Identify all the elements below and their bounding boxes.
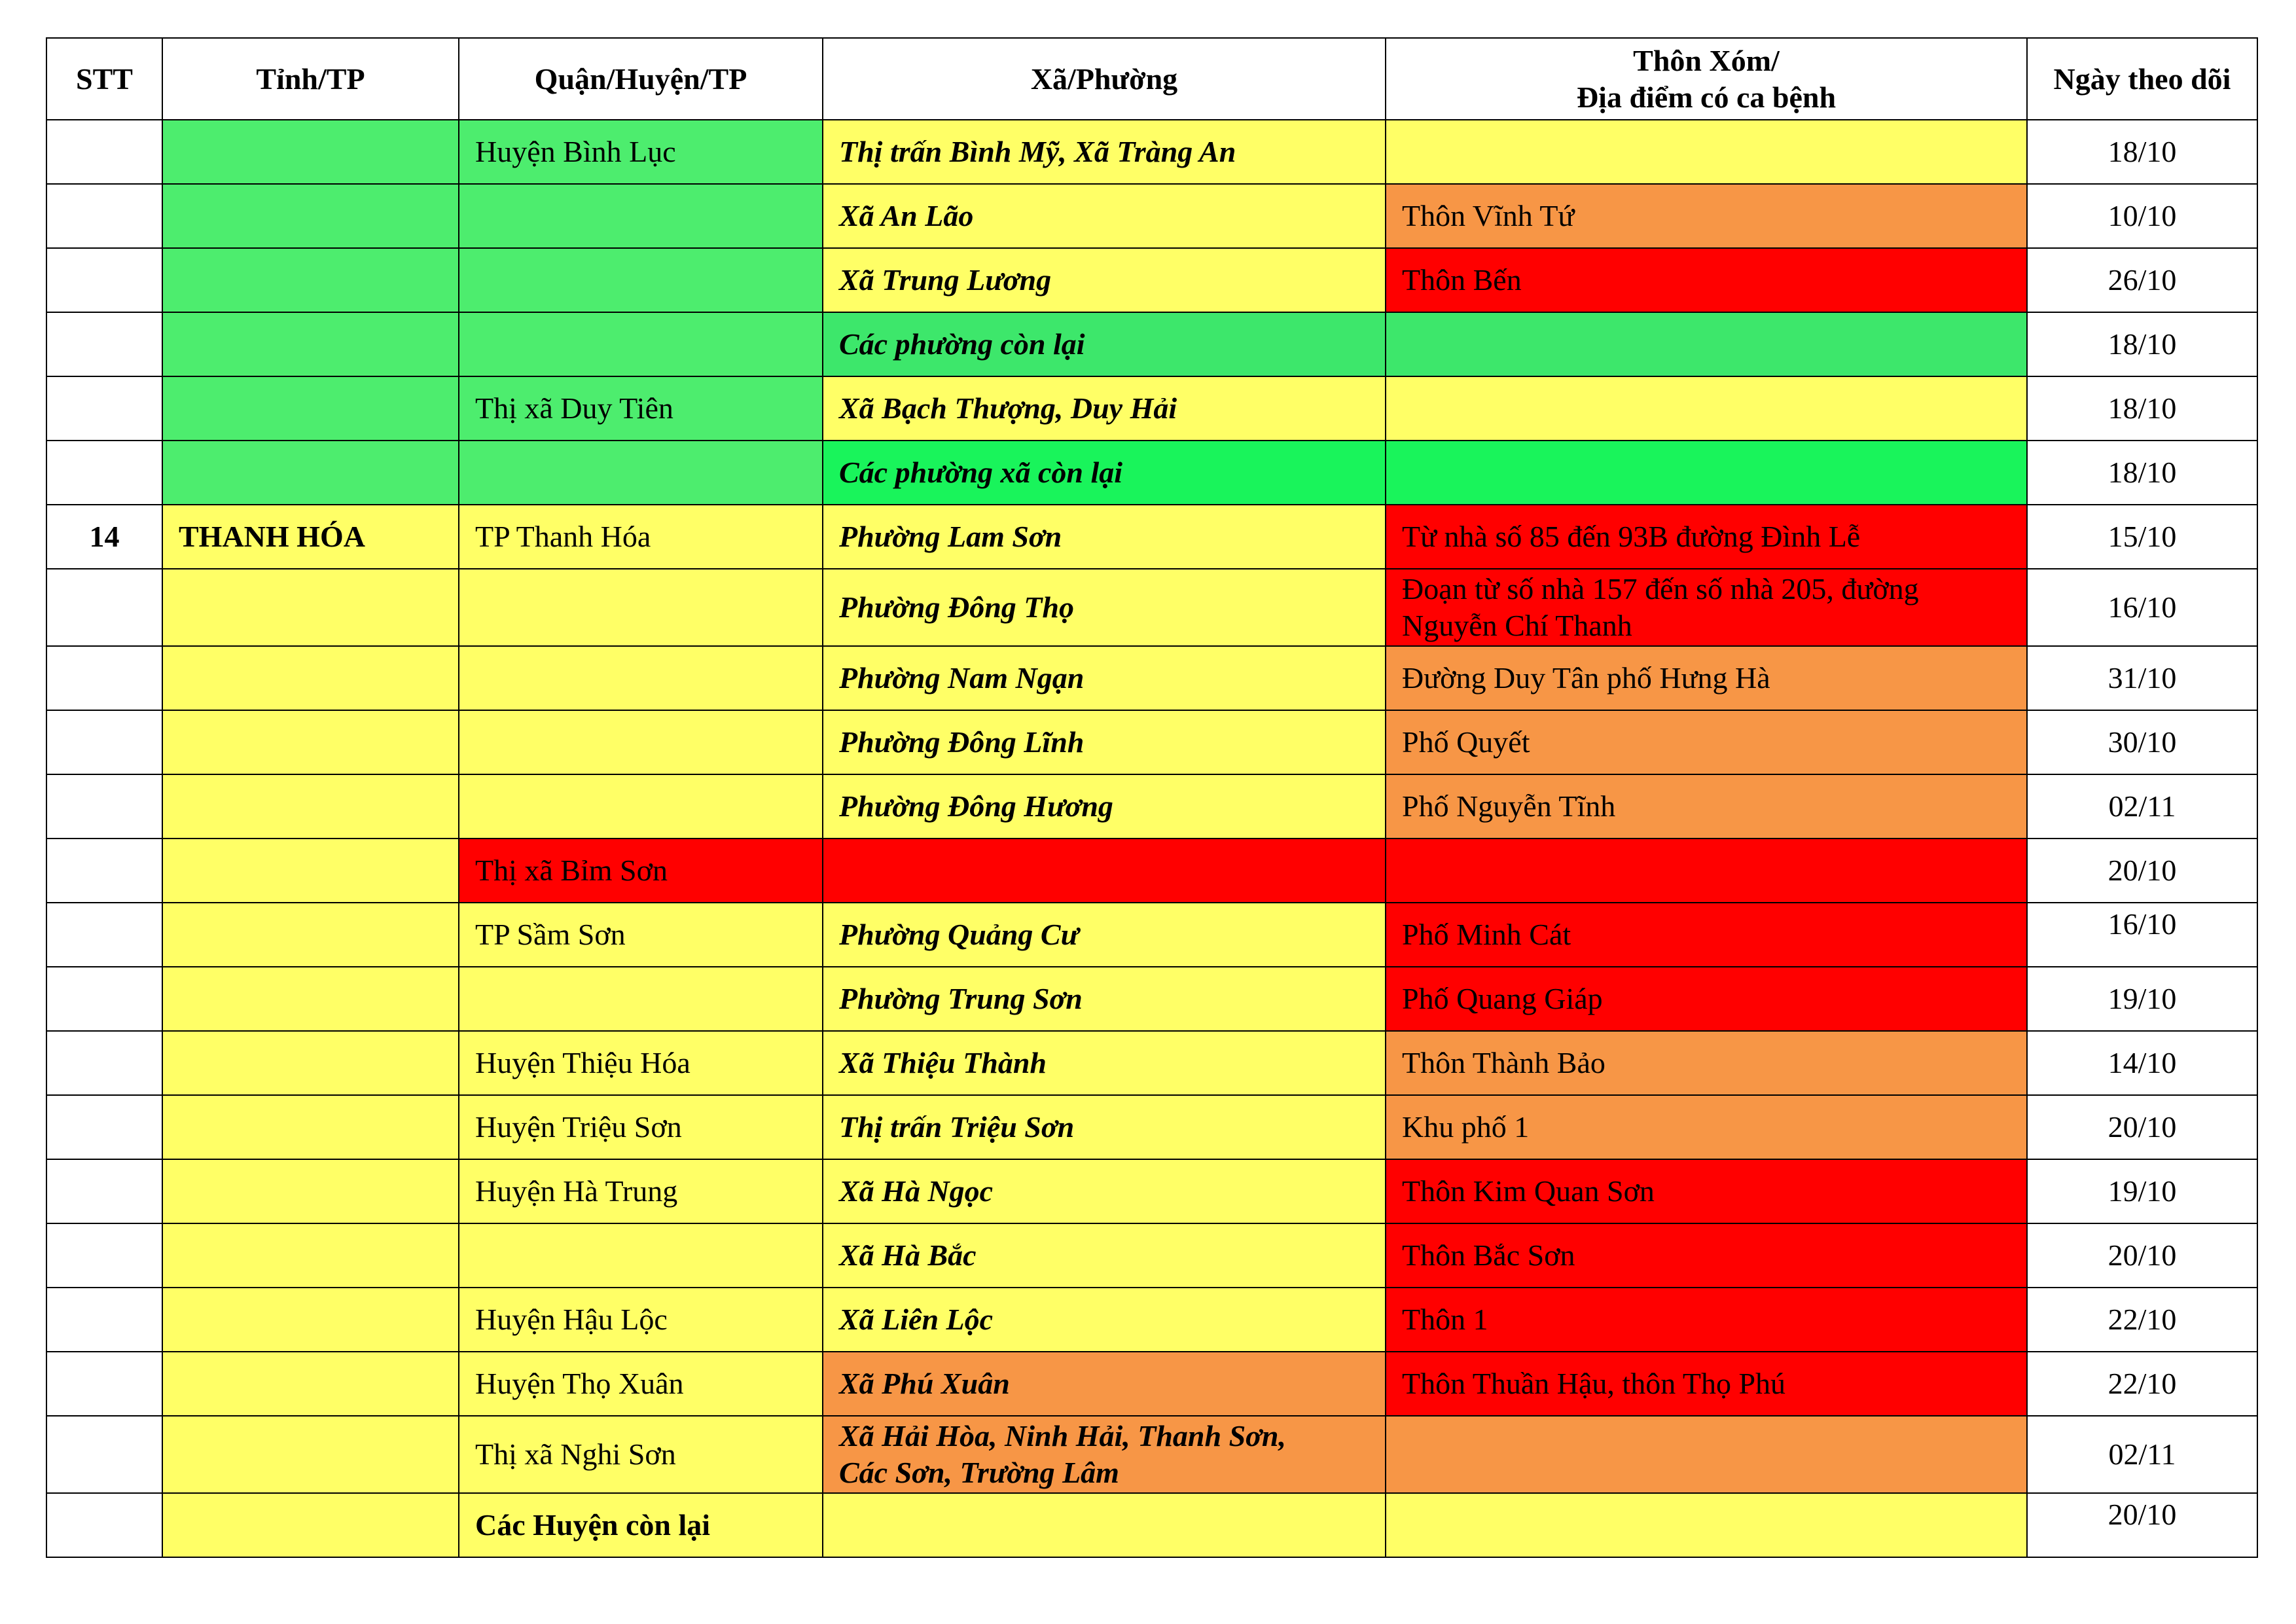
cell-province <box>162 646 459 710</box>
cell-stt <box>46 1095 162 1159</box>
header-row <box>46 38 2257 120</box>
table-row <box>46 646 2257 710</box>
cell-district <box>459 248 823 312</box>
table-row <box>46 1352 2257 1416</box>
cell-date: 20/10 <box>2027 839 2257 903</box>
cell-stt <box>46 1159 162 1223</box>
cell-village <box>1386 1416 2027 1493</box>
cell-province <box>162 839 459 903</box>
cell-ward: Các phường còn lại <box>823 312 1386 376</box>
table-row <box>46 1416 2257 1493</box>
table-row <box>46 248 2257 312</box>
cell-province <box>162 312 459 376</box>
cell-district <box>459 1223 823 1288</box>
table-row <box>46 903 2257 967</box>
table-row <box>46 967 2257 1031</box>
cell-stt <box>46 1493 162 1557</box>
cell-district: Thị xã Nghi Sơn <box>459 1416 823 1493</box>
cell-district: Thị xã Bỉm Sơn <box>459 839 823 903</box>
cell-ward <box>823 1416 1386 1493</box>
table-row <box>46 1031 2257 1095</box>
table-row <box>46 710 2257 774</box>
cell-village: Thôn Bến <box>1386 248 2027 312</box>
cell-province <box>162 1288 459 1352</box>
cell-province <box>162 967 459 1031</box>
cell-district: Thị xã Duy Tiên <box>459 376 823 441</box>
header-date: Ngày theo dõi <box>2027 38 2257 120</box>
header-village-line2: Địa điểm có ca bệnh <box>1576 80 1837 114</box>
cell-stt <box>46 441 162 505</box>
table-row <box>46 1223 2257 1288</box>
cell-date: 26/10 <box>2027 248 2257 312</box>
table-row <box>46 441 2257 505</box>
cell-village-line1: Đoạn từ số nhà 157 đến số nhà 205, đường <box>1402 572 1919 605</box>
header-province: Tỉnh/TP <box>162 38 459 120</box>
cell-village: Phố Minh Cát <box>1386 903 2027 967</box>
cell-village: Thôn 1 <box>1386 1288 2027 1352</box>
cell-stt <box>46 646 162 710</box>
cell-stt <box>46 120 162 184</box>
cell-ward-line1: Xã Hải Hòa, Ninh Hải, Thanh Sơn, <box>839 1419 1286 1453</box>
cell-ward: Xã Phú Xuân <box>823 1352 1386 1416</box>
cell-village <box>1386 1493 2027 1557</box>
cell-village: Thôn Thành Bảo <box>1386 1031 2027 1095</box>
cell-village <box>1386 839 2027 903</box>
cell-date: 19/10 <box>2027 967 2257 1031</box>
header-village <box>1386 38 2027 120</box>
cell-village <box>1386 312 2027 376</box>
cell-ward: Thị trấn Triệu Sơn <box>823 1095 1386 1159</box>
cell-date: 02/11 <box>2027 1416 2257 1493</box>
cell-province: THANH HÓA <box>162 505 459 569</box>
cell-date: 18/10 <box>2027 312 2257 376</box>
cell-district: TP Sầm Sơn <box>459 903 823 967</box>
cell-date: 18/10 <box>2027 376 2257 441</box>
cell-stt <box>46 903 162 967</box>
cell-date: 31/10 <box>2027 646 2257 710</box>
cell-ward: Phường Lam Sơn <box>823 505 1386 569</box>
cell-stt <box>46 710 162 774</box>
cell-stt: 14 <box>46 505 162 569</box>
cell-province <box>162 1352 459 1416</box>
table-row <box>46 505 2257 569</box>
cell-province <box>162 1095 459 1159</box>
cell-district <box>459 710 823 774</box>
cell-date: 20/10 <box>2027 1493 2257 1557</box>
cell-province <box>162 1223 459 1288</box>
cell-ward: Phường Đông Hương <box>823 774 1386 839</box>
cell-date: 19/10 <box>2027 1159 2257 1223</box>
cell-district <box>459 312 823 376</box>
cell-ward-line2: Các Sơn, Trường Lâm <box>839 1456 1119 1489</box>
header-village-line1: Thôn Xóm/ <box>1633 43 1780 77</box>
cell-date: 16/10 <box>2027 903 2257 967</box>
cell-village: Thôn Bắc Sơn <box>1386 1223 2027 1288</box>
cell-stt <box>46 1352 162 1416</box>
cell-district <box>459 967 823 1031</box>
cell-date: 14/10 <box>2027 1031 2257 1095</box>
cell-village <box>1386 120 2027 184</box>
cell-stt <box>46 312 162 376</box>
cell-date: 02/11 <box>2027 774 2257 839</box>
cell-village-line2: Nguyễn Chí Thanh <box>1402 609 1632 642</box>
cell-province <box>162 248 459 312</box>
cell-date: 30/10 <box>2027 710 2257 774</box>
cell-ward <box>823 1493 1386 1557</box>
cell-district <box>459 569 823 646</box>
cell-ward: Phường Nam Ngạn <box>823 646 1386 710</box>
cell-stt <box>46 248 162 312</box>
cell-stt <box>46 376 162 441</box>
cell-district: Các Huyện còn lại <box>459 1493 823 1557</box>
cell-province <box>162 1159 459 1223</box>
cell-district: Huyện Thọ Xuân <box>459 1352 823 1416</box>
cell-district: Huyện Bình Lục <box>459 120 823 184</box>
table-row <box>46 774 2257 839</box>
cell-province <box>162 376 459 441</box>
table-row <box>46 120 2257 184</box>
cell-village: Phố Quyết <box>1386 710 2027 774</box>
table-row <box>46 312 2257 376</box>
cell-ward: Xã Bạch Thượng, Duy Hải <box>823 376 1386 441</box>
cell-village: Thôn Vĩnh Tứ <box>1386 184 2027 248</box>
cell-date: 22/10 <box>2027 1288 2257 1352</box>
table-row <box>46 1288 2257 1352</box>
header-stt: STT <box>46 38 162 120</box>
cell-stt <box>46 1416 162 1493</box>
cell-stt <box>46 1223 162 1288</box>
cell-ward: Xã Trung Lương <box>823 248 1386 312</box>
cell-province <box>162 903 459 967</box>
cell-date: 18/10 <box>2027 120 2257 184</box>
cell-ward: Các phường xã còn lại <box>823 441 1386 505</box>
cell-village: Phố Quang Giáp <box>1386 967 2027 1031</box>
cell-date: 16/10 <box>2027 569 2257 646</box>
cell-district: Huyện Hậu Lộc <box>459 1288 823 1352</box>
cell-stt <box>46 1288 162 1352</box>
cell-district <box>459 441 823 505</box>
covid-zone-table <box>46 37 2258 1558</box>
cell-village <box>1386 569 2027 646</box>
cell-ward: Phường Trung Sơn <box>823 967 1386 1031</box>
cell-ward: Thị trấn Bình Mỹ, Xã Tràng An <box>823 120 1386 184</box>
table-row <box>46 839 2257 903</box>
table-row <box>46 376 2257 441</box>
cell-date: 22/10 <box>2027 1352 2257 1416</box>
cell-ward: Xã Hà Ngọc <box>823 1159 1386 1223</box>
cell-ward: Phường Đông Lĩnh <box>823 710 1386 774</box>
cell-district: Huyện Thiệu Hóa <box>459 1031 823 1095</box>
cell-province <box>162 120 459 184</box>
cell-village <box>1386 376 2027 441</box>
cell-province <box>162 569 459 646</box>
table-row <box>46 1095 2257 1159</box>
cell-province <box>162 1493 459 1557</box>
cell-ward: Xã Thiệu Thành <box>823 1031 1386 1095</box>
cell-date: 20/10 <box>2027 1223 2257 1288</box>
cell-province <box>162 710 459 774</box>
cell-date: 10/10 <box>2027 184 2257 248</box>
cell-district <box>459 774 823 839</box>
cell-stt <box>46 839 162 903</box>
cell-stt <box>46 184 162 248</box>
cell-district <box>459 184 823 248</box>
header-ward: Xã/Phường <box>823 38 1386 120</box>
cell-district: Huyện Hà Trung <box>459 1159 823 1223</box>
cell-village <box>1386 441 2027 505</box>
cell-ward: Phường Quảng Cư <box>823 903 1386 967</box>
cell-date: 20/10 <box>2027 1095 2257 1159</box>
cell-village: Thôn Kim Quan Sơn <box>1386 1159 2027 1223</box>
header-district: Quận/Huyện/TP <box>459 38 823 120</box>
cell-date: 15/10 <box>2027 505 2257 569</box>
cell-village: Từ nhà số 85 đến 93B đường Đình Lễ <box>1386 505 2027 569</box>
cell-ward: Xã An Lão <box>823 184 1386 248</box>
cell-stt <box>46 569 162 646</box>
cell-province <box>162 441 459 505</box>
cell-ward: Xã Liên Lộc <box>823 1288 1386 1352</box>
cell-village: Đường Duy Tân phố Hưng Hà <box>1386 646 2027 710</box>
cell-province <box>162 1416 459 1493</box>
cell-village: Thôn Thuần Hậu, thôn Thọ Phú <box>1386 1352 2027 1416</box>
cell-district: TP Thanh Hóa <box>459 505 823 569</box>
cell-stt <box>46 774 162 839</box>
cell-stt <box>46 1031 162 1095</box>
cell-district <box>459 646 823 710</box>
cell-ward: Xã Hà Bắc <box>823 1223 1386 1288</box>
table-row <box>46 569 2257 646</box>
cell-province <box>162 774 459 839</box>
cell-date: 18/10 <box>2027 441 2257 505</box>
cell-district: Huyện Triệu Sơn <box>459 1095 823 1159</box>
cell-province <box>162 184 459 248</box>
cell-ward: Phường Đông Thọ <box>823 569 1386 646</box>
cell-village: Phố Nguyễn Tĩnh <box>1386 774 2027 839</box>
cell-province <box>162 1031 459 1095</box>
table-row <box>46 184 2257 248</box>
table-row <box>46 1159 2257 1223</box>
cell-village: Khu phố 1 <box>1386 1095 2027 1159</box>
cell-stt <box>46 967 162 1031</box>
cell-ward <box>823 839 1386 903</box>
table-row <box>46 1493 2257 1557</box>
